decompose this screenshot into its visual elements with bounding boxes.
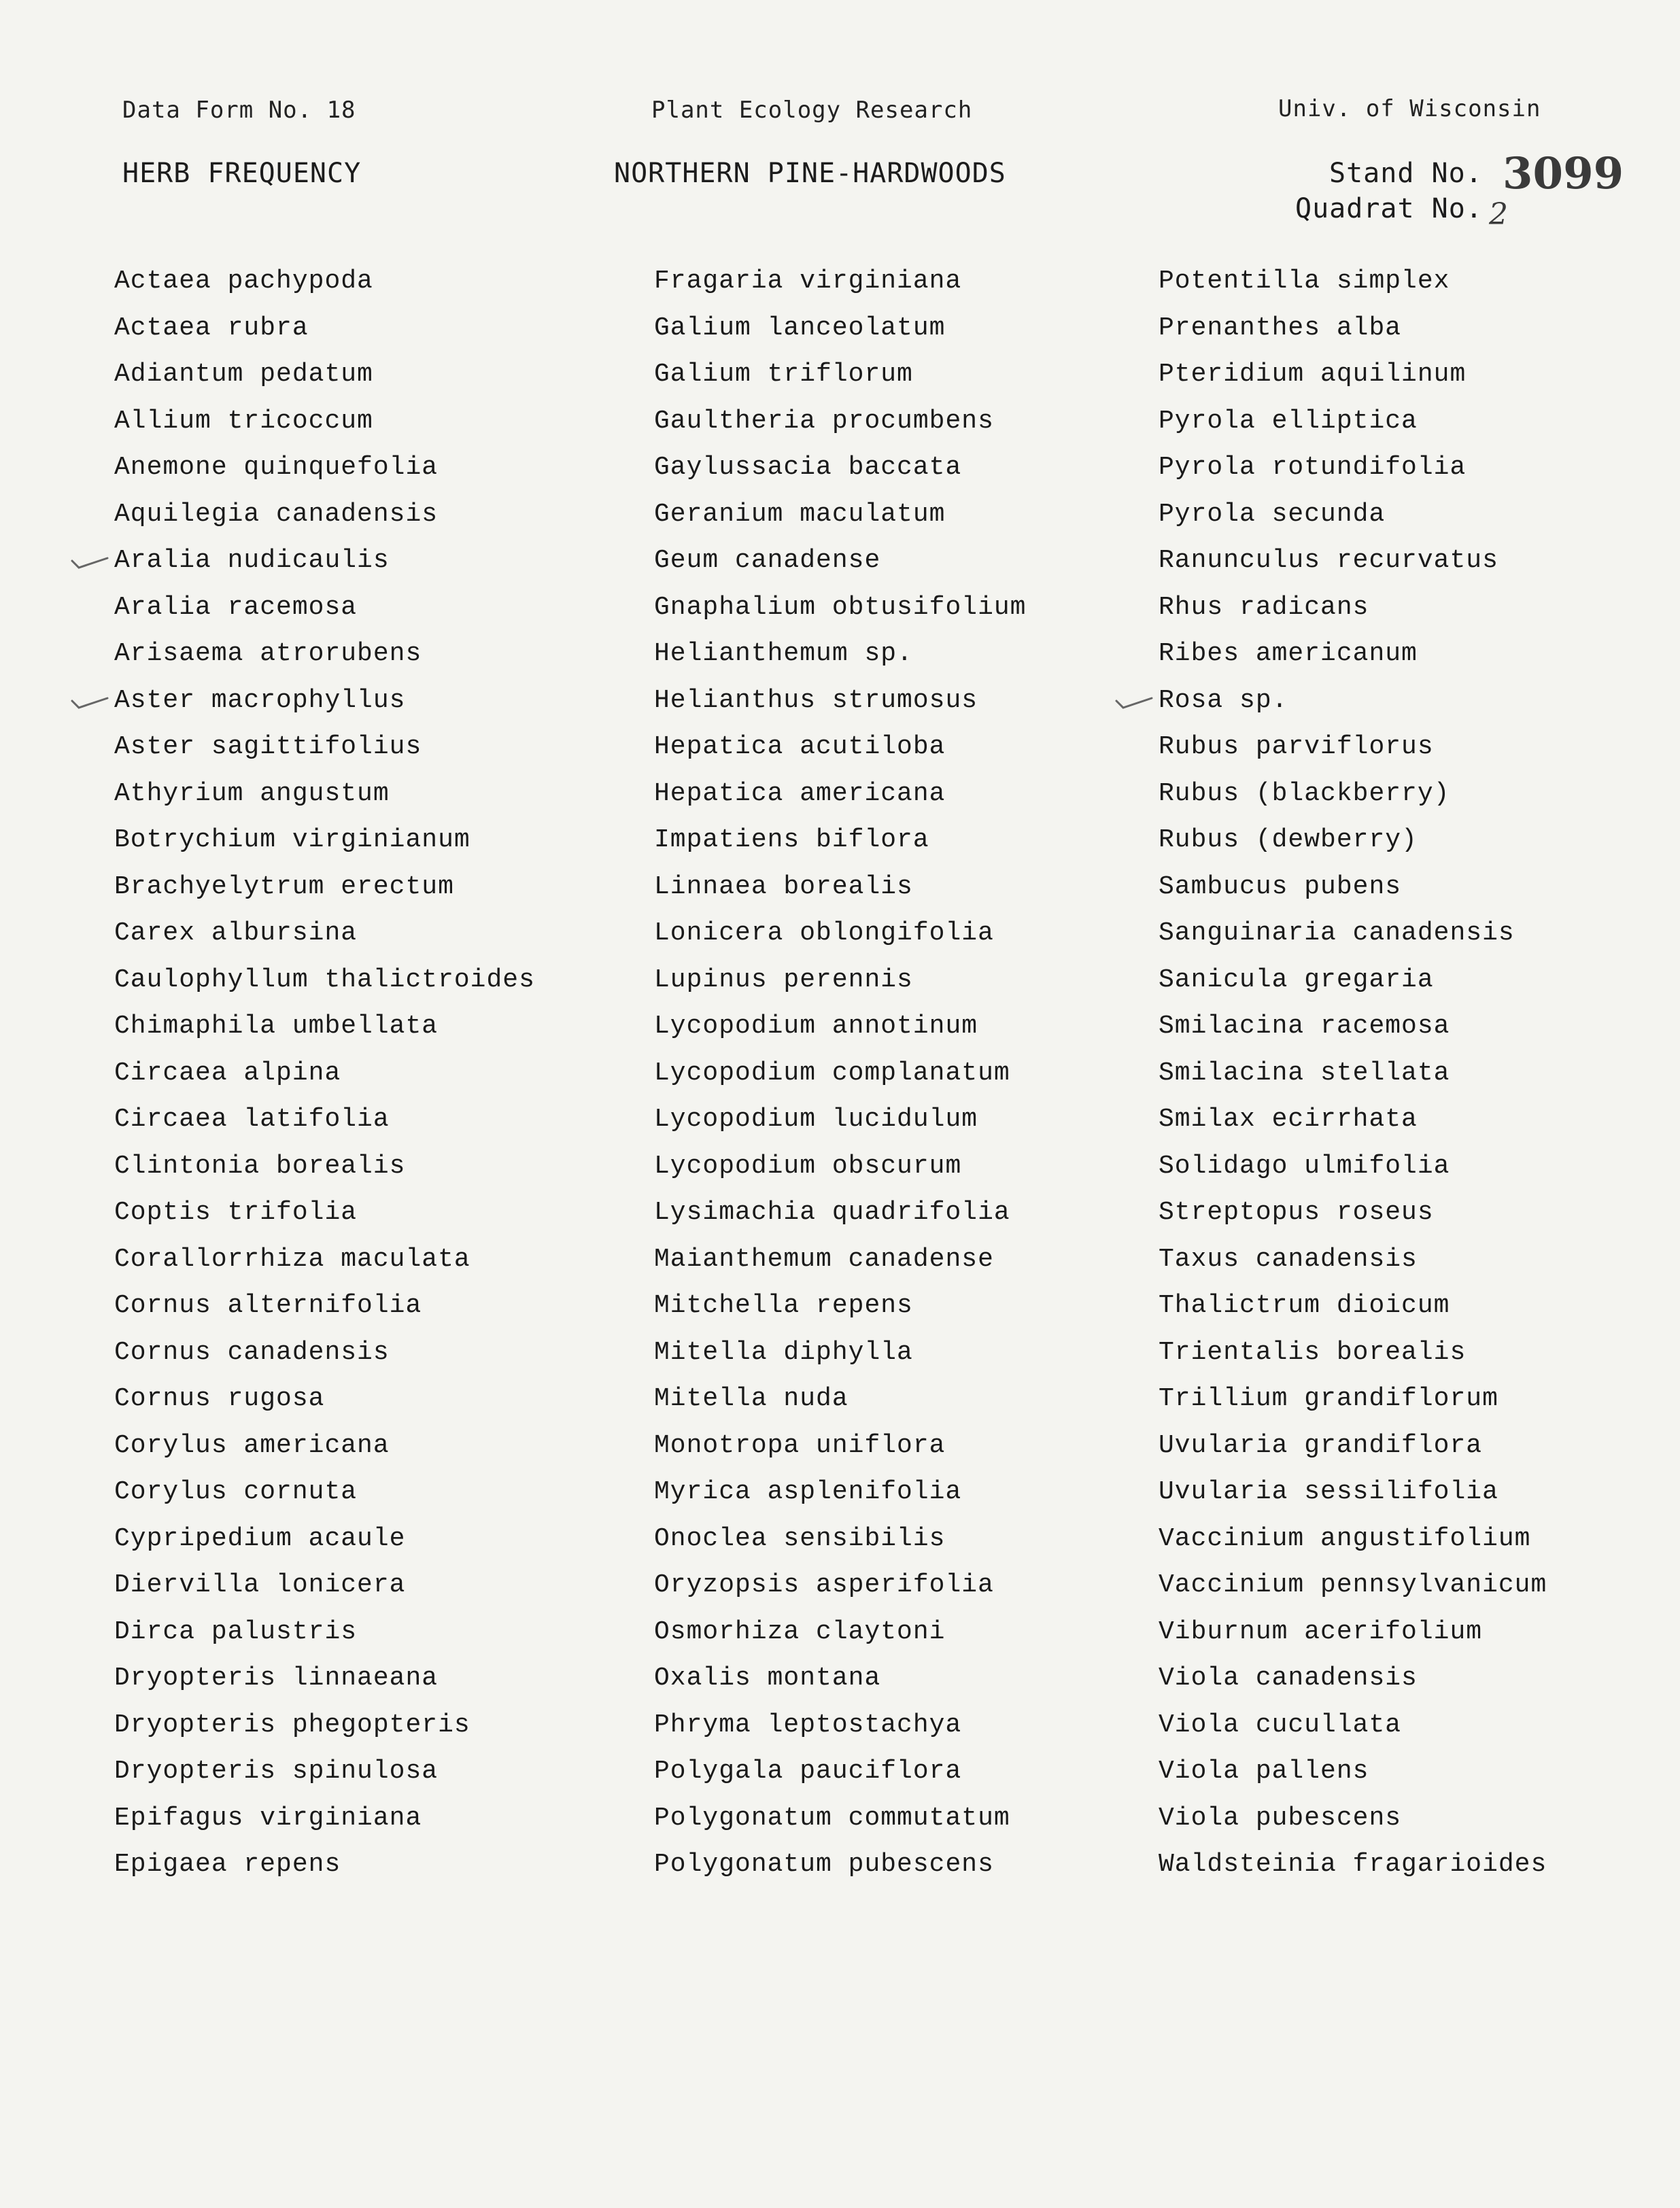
species-name: Circaea alpina	[114, 1058, 341, 1088]
species-item	[114, 1469, 535, 1516]
species-item	[654, 1655, 1027, 1702]
species-name: Phryma leptostachya	[654, 1710, 962, 1740]
species-name: Brachyelytrum erectum	[114, 872, 454, 901]
species-name: Viola canadensis	[1159, 1663, 1418, 1693]
species-name: Anemone quinquefolia	[114, 453, 439, 482]
species-name: Diervilla lonicera	[114, 1570, 406, 1600]
species-item	[1159, 1795, 1547, 1842]
species-name: Adiantum pedatum	[114, 360, 373, 389]
species-item	[114, 678, 535, 725]
species-item	[654, 1748, 1027, 1795]
species-item	[114, 1609, 535, 1656]
species-column-3	[1159, 258, 1547, 1888]
species-item	[654, 1423, 1027, 1470]
species-name: Circaea latifolia	[114, 1105, 390, 1134]
species-item	[1159, 398, 1547, 445]
species-name: Oryzopsis asperifolia	[654, 1570, 994, 1600]
species-item	[654, 957, 1027, 1004]
species-name: Lycopodium lucidulum	[654, 1105, 978, 1134]
species-name: Cypripedium acaule	[114, 1523, 406, 1553]
species-name: Chimaphila umbellata	[114, 1012, 439, 1041]
species-name: Rubus parviflorus	[1159, 732, 1434, 761]
form-number: Data Form No. 18	[122, 97, 356, 124]
species-item	[654, 1702, 1027, 1749]
species-name: Actaea pachypoda	[114, 266, 373, 296]
species-item	[1159, 1609, 1547, 1656]
species-item	[1159, 1516, 1547, 1563]
species-name: Trientalis borealis	[1159, 1337, 1467, 1367]
species-item	[114, 724, 535, 771]
species-item	[654, 1376, 1027, 1423]
species-name: Solidago ulmifolia	[1159, 1151, 1450, 1181]
species-item	[1159, 1469, 1547, 1516]
species-item	[654, 1562, 1027, 1609]
species-name: Actaea rubra	[114, 313, 309, 343]
species-item	[114, 1190, 535, 1237]
species-item	[654, 398, 1027, 445]
species-name: Polygala pauciflora	[654, 1757, 962, 1786]
species-item	[1159, 1842, 1547, 1888]
species-item	[114, 351, 535, 398]
species-name: Vaccinium pennsylvanicum	[1159, 1570, 1547, 1600]
species-item	[1159, 1050, 1547, 1097]
species-name: Sanguinaria canadensis	[1159, 918, 1515, 948]
species-name: Corylus cornuta	[114, 1477, 358, 1506]
species-name: Carex albursina	[114, 918, 358, 948]
species-item	[114, 1795, 535, 1842]
species-name: Geum canadense	[654, 546, 881, 575]
species-column-1	[114, 258, 535, 1888]
species-name: Smilacina stellata	[1159, 1058, 1450, 1088]
species-name: Lycopodium annotinum	[654, 1012, 978, 1041]
species-name: Dryopteris linnaeana	[114, 1663, 439, 1693]
species-name: Sambucus pubens	[1159, 872, 1402, 901]
species-name: Clintonia borealis	[114, 1151, 406, 1181]
species-item	[1159, 258, 1547, 305]
species-name: Cornus canadensis	[114, 1337, 390, 1367]
species-name: Helianthemum sp.	[654, 639, 913, 668]
species-item	[654, 305, 1027, 352]
program-name: Plant Ecology Research	[651, 97, 973, 124]
species-name: Aquilegia canadensis	[114, 499, 439, 529]
species-item	[1159, 585, 1547, 632]
species-name: Rosa sp.	[1159, 685, 1288, 715]
species-item	[654, 678, 1027, 725]
species-item	[654, 1050, 1027, 1097]
species-name: Botrychium virginianum	[114, 825, 470, 855]
species-name: Rubus (blackberry)	[1159, 778, 1450, 808]
species-item	[114, 1842, 535, 1888]
species-name: Viola pubescens	[1159, 1803, 1402, 1833]
species-item	[114, 585, 535, 632]
species-name: Hepatica acutiloba	[654, 732, 946, 761]
species-item	[654, 1469, 1027, 1516]
species-name: Viburnum acerifolium	[1159, 1617, 1483, 1646]
species-name: Linnaea borealis	[654, 872, 913, 901]
species-item	[654, 491, 1027, 538]
species-item	[1159, 305, 1547, 352]
species-item	[1159, 771, 1547, 818]
quadrat-number-value: 2	[1489, 197, 1508, 232]
species-name: Lycopodium complanatum	[654, 1058, 1010, 1088]
species-item	[1159, 1562, 1547, 1609]
species-item	[114, 771, 535, 818]
species-name: Potentilla simplex	[1159, 266, 1450, 296]
species-name: Aster sagittifolius	[114, 732, 422, 761]
species-item	[654, 1795, 1027, 1842]
species-item	[114, 538, 535, 585]
species-item	[1159, 724, 1547, 771]
species-name: Gnaphalium obtusifolium	[654, 592, 1027, 622]
species-item	[114, 1562, 535, 1609]
species-item	[1159, 957, 1547, 1004]
species-item	[654, 1609, 1027, 1656]
species-item	[654, 864, 1027, 911]
species-item	[114, 445, 535, 491]
species-name: Mitella nuda	[654, 1384, 848, 1413]
species-name: Uvularia sessilifolia	[1159, 1477, 1498, 1506]
species-item	[1159, 1423, 1547, 1470]
species-name: Pyrola secunda	[1159, 499, 1386, 529]
species-item	[654, 1283, 1027, 1330]
species-item	[654, 1190, 1027, 1237]
species-name: Monotropa uniflora	[654, 1430, 946, 1460]
species-item	[1159, 864, 1547, 911]
species-name: Taxus canadensis	[1159, 1244, 1418, 1274]
species-item	[654, 1516, 1027, 1563]
species-name: Polygonatum pubescens	[654, 1850, 994, 1879]
community-type: NORTHERN PINE-HARDWOODS	[614, 158, 1006, 189]
species-name: Smilacina racemosa	[1159, 1012, 1450, 1041]
species-name: Geranium maculatum	[654, 499, 946, 529]
species-name: Polygonatum commutatum	[654, 1803, 1010, 1833]
species-name: Viola pallens	[1159, 1757, 1369, 1786]
species-item	[114, 864, 535, 911]
species-name: Hepatica americana	[654, 778, 946, 808]
species-name: Lysimachia quadrifolia	[654, 1198, 1010, 1227]
species-name: Ranunculus recurvatus	[1159, 546, 1498, 575]
species-name: Lonicera oblongifolia	[654, 918, 994, 948]
species-item	[1159, 1237, 1547, 1283]
species-name: Lupinus perennis	[654, 965, 913, 995]
species-name: Corallorrhiza maculata	[114, 1244, 470, 1274]
species-item	[114, 817, 535, 864]
species-item	[114, 1283, 535, 1330]
species-item	[114, 631, 535, 678]
species-name: Prenanthes alba	[1159, 313, 1402, 343]
species-name: Streptopus roseus	[1159, 1198, 1434, 1227]
species-name: Dryopteris spinulosa	[114, 1757, 439, 1786]
species-name: Sanicula gregaria	[1159, 965, 1434, 995]
institution-name: Univ. of Wisconsin	[1278, 95, 1541, 122]
species-name: Waldsteinia fragarioides	[1159, 1850, 1547, 1879]
species-item	[114, 1516, 535, 1563]
species-item	[654, 817, 1027, 864]
species-name: Trillium grandiflorum	[1159, 1384, 1498, 1413]
species-item	[654, 445, 1027, 491]
species-item	[654, 1097, 1027, 1143]
species-name: Mitella diphylla	[654, 1337, 913, 1367]
species-name: Pteridium aquilinum	[1159, 360, 1467, 389]
species-item	[1159, 1748, 1547, 1795]
species-name: Dryopteris phegopteris	[114, 1710, 470, 1740]
species-name: Thalictrum dioicum	[1159, 1291, 1450, 1320]
species-name: Allium tricoccum	[114, 406, 373, 436]
species-name: Aralia racemosa	[114, 592, 358, 622]
species-name: Galium lanceolatum	[654, 313, 946, 343]
species-name: Lycopodium obscurum	[654, 1151, 962, 1181]
species-name: Galium triflorum	[654, 360, 913, 389]
species-name: Mitchella repens	[654, 1291, 913, 1320]
species-item	[114, 1423, 535, 1470]
species-name: Helianthus strumosus	[654, 685, 978, 715]
species-item	[114, 398, 535, 445]
species-item	[114, 1330, 535, 1377]
species-item	[1159, 351, 1547, 398]
species-item	[1159, 910, 1547, 957]
species-item	[1159, 1143, 1547, 1190]
species-item	[1159, 1376, 1547, 1423]
species-name: Fragaria virginiana	[654, 266, 962, 296]
species-item	[1159, 817, 1547, 864]
species-item	[1159, 491, 1547, 538]
species-name: Epifagus virginiana	[114, 1803, 422, 1833]
species-item	[654, 1143, 1027, 1190]
species-name: Athyrium angustum	[114, 778, 390, 808]
species-name: Pyrola elliptica	[1159, 406, 1418, 436]
species-item	[114, 1748, 535, 1795]
species-item	[1159, 1283, 1547, 1330]
species-item	[654, 1330, 1027, 1377]
species-item	[114, 1237, 535, 1283]
species-name: Cornus alternifolia	[114, 1291, 422, 1320]
species-item	[654, 351, 1027, 398]
species-item	[1159, 538, 1547, 585]
species-item	[654, 771, 1027, 818]
species-item	[654, 585, 1027, 632]
species-item	[654, 258, 1027, 305]
species-name: Myrica asplenifolia	[654, 1477, 962, 1506]
species-item	[654, 910, 1027, 957]
species-name: Osmorhiza claytoni	[654, 1617, 946, 1646]
species-name: Impatiens biflora	[654, 825, 929, 855]
form-title: HERB FREQUENCY	[122, 158, 362, 189]
species-name: Rhus radicans	[1159, 592, 1369, 622]
species-item	[1159, 1330, 1547, 1377]
species-name: Arisaema atrorubens	[114, 639, 422, 668]
species-name: Aster macrophyllus	[114, 685, 406, 715]
species-name: Oxalis montana	[654, 1663, 881, 1693]
species-item	[1159, 1097, 1547, 1143]
species-name: Smilax ecirrhata	[1159, 1105, 1418, 1134]
species-item	[114, 491, 535, 538]
quadrat-number-label: Quadrat No.	[1295, 193, 1483, 224]
species-column-2	[654, 258, 1027, 1888]
species-name: Vaccinium angustifolium	[1159, 1523, 1531, 1553]
pencil-check-mark-icon	[1114, 694, 1154, 710]
species-item	[114, 1376, 535, 1423]
species-item	[1159, 1003, 1547, 1050]
species-item	[114, 957, 535, 1004]
species-name: Aralia nudicaulis	[114, 546, 390, 575]
species-name: Corylus americana	[114, 1430, 390, 1460]
species-item	[1159, 445, 1547, 491]
species-item	[1159, 1190, 1547, 1237]
species-item	[114, 1143, 535, 1190]
species-name: Maianthemum canadense	[654, 1244, 994, 1274]
species-name: Dirca palustris	[114, 1617, 358, 1646]
species-name: Rubus (dewberry)	[1159, 825, 1418, 855]
species-item	[1159, 1655, 1547, 1702]
species-item	[114, 1702, 535, 1749]
species-item	[654, 1237, 1027, 1283]
species-item	[114, 1655, 535, 1702]
species-item	[654, 1003, 1027, 1050]
pencil-check-mark-icon	[69, 554, 110, 570]
species-item	[654, 724, 1027, 771]
species-item	[1159, 678, 1547, 725]
species-name: Gaylussacia baccata	[654, 453, 962, 482]
species-item	[654, 1842, 1027, 1888]
species-item	[114, 305, 535, 352]
species-name: Epigaea repens	[114, 1850, 341, 1879]
species-item	[114, 1097, 535, 1143]
species-name: Uvularia grandiflora	[1159, 1430, 1483, 1460]
species-name: Viola cucullata	[1159, 1710, 1402, 1740]
species-item	[654, 631, 1027, 678]
species-item	[114, 258, 535, 305]
species-name: Ribes americanum	[1159, 639, 1418, 668]
species-name: Gaultheria procumbens	[654, 406, 994, 436]
species-name: Cornus rugosa	[114, 1384, 325, 1413]
species-item	[654, 538, 1027, 585]
species-name: Onoclea sensibilis	[654, 1523, 946, 1553]
species-item	[114, 910, 535, 957]
species-item	[1159, 1702, 1547, 1749]
species-name: Pyrola rotundifolia	[1159, 453, 1467, 482]
stand-number-label: Stand No.	[1329, 158, 1483, 189]
species-item	[114, 1050, 535, 1097]
pencil-check-mark-icon	[69, 694, 110, 710]
stand-number-value: 3099	[1503, 148, 1624, 199]
species-item	[1159, 631, 1547, 678]
species-name: Caulophyllum thalictroides	[114, 965, 535, 995]
species-name: Coptis trifolia	[114, 1198, 358, 1227]
species-item	[114, 1003, 535, 1050]
